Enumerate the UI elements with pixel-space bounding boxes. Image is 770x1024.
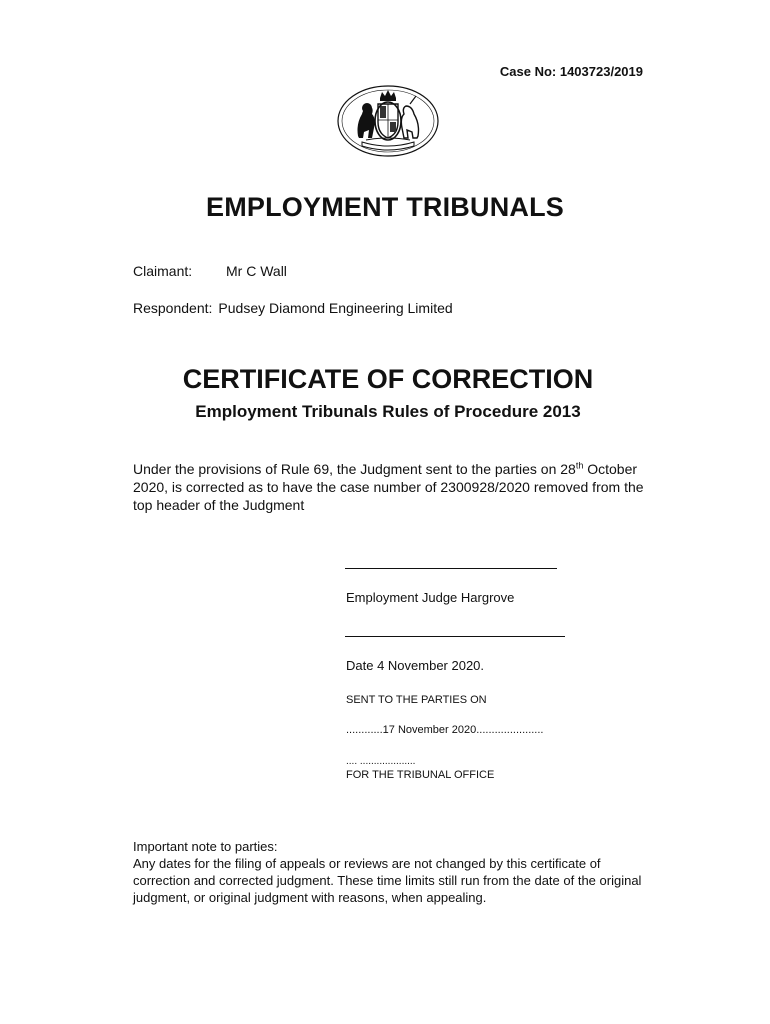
judge-name: Employment Judge Hargrove xyxy=(346,590,515,605)
sent-date: ............17 November 2020...................... xyxy=(346,724,544,736)
office-signature-dots: .... .................... xyxy=(346,756,416,767)
page-title: EMPLOYMENT TRIBUNALS xyxy=(206,192,564,222)
body-text-part1: Under the provisions of Rule 69, the Judgment sent to the parties on 28 xyxy=(133,461,576,477)
tribunal-office-label: FOR THE TRIBUNAL OFFICE xyxy=(346,769,495,781)
important-note xyxy=(133,838,653,906)
case-number: Case No: 1403723/2019 xyxy=(499,64,643,79)
date-line xyxy=(345,636,565,637)
claimant-label: Claimant: xyxy=(133,263,193,279)
signature-line xyxy=(345,568,557,569)
body-superscript: th xyxy=(575,460,584,471)
sent-label: SENT TO THE PARTIES ON xyxy=(346,694,487,706)
respondent-value: Pudsey Diamond Engineering Limited xyxy=(218,300,453,316)
note-heading: Important note to parties: xyxy=(133,839,278,854)
respondent-row xyxy=(133,300,453,316)
royal-coat-of-arms-icon xyxy=(336,84,440,158)
note-text: Any dates for the filing of appeals or reviews are not changed by this certificate of correction and corrected judgment. These time limits still run from the date of the original judgment, or original judgment with reasons, when appealing. xyxy=(133,856,642,905)
claimant-row xyxy=(133,263,287,279)
body-text-part2: October 2020, is corrected as to have the case number of 2300928/2020 removed from the top header of the Judgment xyxy=(133,461,644,513)
certificate-title: CERTIFICATE OF CORRECTION xyxy=(182,364,594,394)
signature-date: Date 4 November 2020. xyxy=(346,658,485,673)
claimant-value: Mr C Wall xyxy=(226,263,287,279)
correction-body xyxy=(133,460,653,514)
respondent-label: Respondent: xyxy=(133,300,213,316)
certificate-subtitle: Employment Tribunals Rules of Procedure 2013 xyxy=(195,402,581,421)
